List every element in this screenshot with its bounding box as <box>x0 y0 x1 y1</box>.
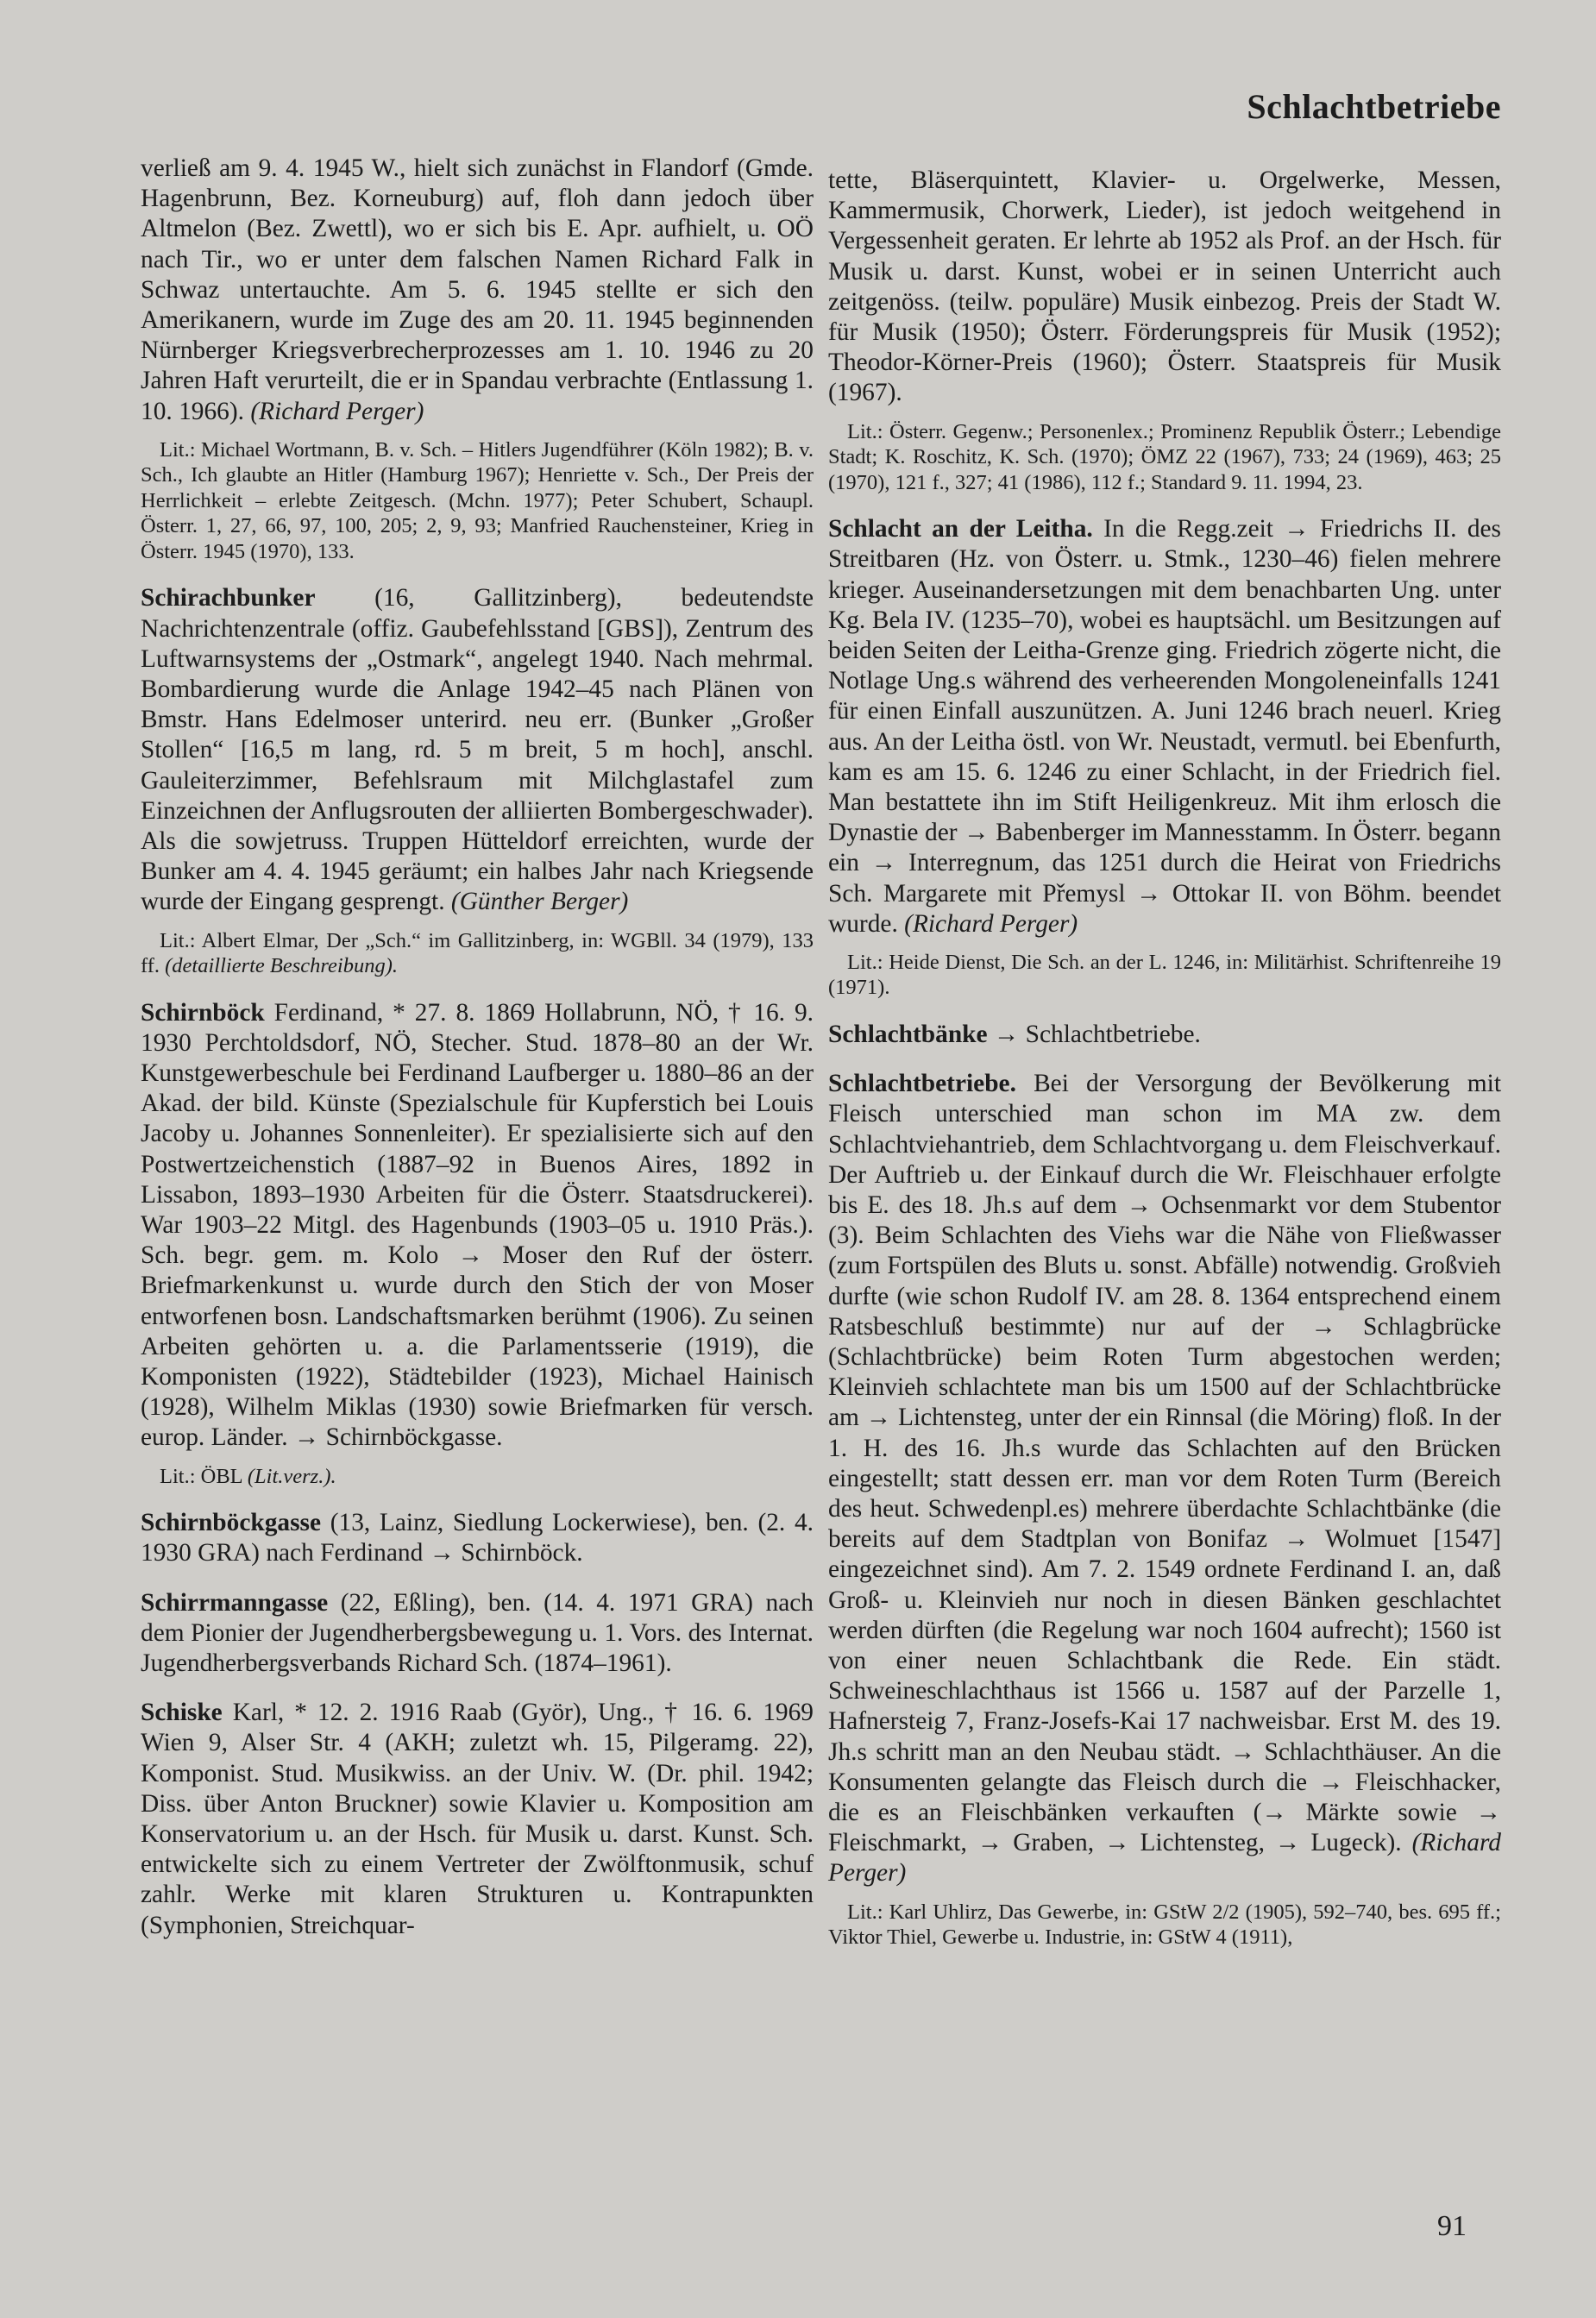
headword: Schirnböckgasse <box>141 1509 322 1537</box>
entry-schlacht-an-der-leitha: Schlacht an der Leitha. In die Regg.zeit → Friedrichs II. des Streitbaren (Hz. von Österr. u. Stmk., 1230–46) fielen mehrere krieger. Auseinandersetzungen mit dem benachbarten Ung. unter Kg. Bela IV. (1235–70), wobei es hauptsächl. um Besitzungen auf beiden Seiten der Leitha-Grenze ging. Friedrich zögerte nicht, die Notlage Ung.s während des verheerenden Mongoleneinfalls 1241 für einen Einfall auszunützen. A. Juni 1246 brach neuerl. Krieg aus. An der Leitha östl. von Wr. Neustadt, vermutl. bei Ebenfurth, kam es am 15. 6. 1246 zu einer Schlacht, in der Friedrich fiel. Man bestattete ihn im Stift Heiligenkreuz. Mit ihm erlosch die Dynastie der → Babenberger im Mannesstamm. In Österr. begann ein → Interregnum, das 1251 durch die Heirat von Friedrichs Sch. Margarete mit Přemysl → Ottokar II. von Böhm. beendet wurde. (Richard Perger) <box>828 515 1501 938</box>
author-credit: (Richard Perger) <box>828 1829 1501 1888</box>
entry-schirnboeck: Schirnböck Ferdinand, * 27. 8. 1869 Hollabrunn, NÖ, † 16. 9. 1930 Perchtoldsdorf, NÖ, Stecher. Stud. 1878–80 an der Wr. Kunstgewerbeschule bei Ferdinand Laufberger u. 1880–86 an der Akad. der bild. Künste (Spezialschule für Kupferstich bei Louis Jacoby u. Johannes Sonnenleiter). Er spezialisierte sich auf den Postwertzeichenstich (1887–92 in Buenos Aires, 1892 in Lissabon, 1893–1930 Arbeiten für die Österr. Staatsdruckerei). War 1903–22 Mitgl. des Hagenbunds (1903–05 u. 1910 Präs.). Sch. begr. gem. m. Kolo → Moser den Ruf der österr. Briefmarkenkunst u. wurde durch den Stich der von Moser entworfenen bosn. Landschaftsmarken berühmt (1906). Zu seinen Arbeiten gehörten u. a. die Parlamentsserie (1919), die Komponisten (1922), Städtebilder (1923), Michael Hainisch (1928), Wilhelm Miklas (1930) sowie Briefmarken für versch. europ. Länder. → Schirnböckgasse. <box>141 998 814 1452</box>
literature-note: Lit.: Österr. Gegenw.; Personenlex.; Prominenz Republik Österr.; Lebendige Stadt; K. Roschitz, K. Sch. (1970); ÖMZ 22 (1967), 733; 24 (1969), 463; 25 (1970), 121 f., 327; 41 (1986), 112 f.; Standard 9. 11. 1994, 23. <box>828 419 1501 494</box>
entry-schiske: Schiske Karl, * 12. 2. 1916 Raab (Györ), Ung., † 16. 6. 1969 Wien 9, Alser Str. 4 (AKH; zuletzt wh. 15, Pilgeramg. 22), Komponist. Stud. Musikwiss. an der Univ. W. (Dr. phil. 1942; Diss. über Anton Bruckner) sowie Klavier u. Komposition am Konservatorium u. an der Hsch. für Musik u. darst. Kunst. Sch. entwickelte sich zu einem Vertreter der Zwölftonmusik, schuf zahlr. Werke mit klaren Strukturen u. Kontrapunkten (Symphonien, Streichquar- <box>141 1699 814 1939</box>
headword: Schiske <box>141 1699 223 1727</box>
page-number: 91 <box>1437 2210 1467 2242</box>
right-column <box>828 166 1501 1951</box>
entry-continuation: verließ am 9. 4. 1945 W., hielt sich zunächst in Flandorf (Gmde. Hagenbrunn, Bez. Korneuburg) auf, floh dann jedoch über Altmelon (Bez. Zwettl), wo er sich bis E. Apr. aufhielt, u. OÖ nach Tir., wo er unter dem falschen Namen Richard Falk in Schwaz untertauchte. Am 5. 6. 1945 stellte er sich den Amerikanern, wurde im Zuge des am 20. 11. 1945 beginnenden Nürnberger Kriegsverbrecherprozesses am 1. 10. 1946 zu 20 Jahren Haft verurteilt, die er in Spandau verbrachte (Entlassung 1. 10. 1966). (Richard Perger) <box>141 154 814 425</box>
literature-note: Lit.: Michael Wortmann, B. v. Sch. – Hitlers Jugendführer (Köln 1982); B. v. Sch., Ich glaubte an Hitler (Hamburg 1967); Henriette v. Sch., Der Preis der Herrlichkeit – erlebte Zeitgesch. (Mchn. 1977); Peter Schubert, Schaupl. Österr. 1, 27, 66, 97, 100, 205; 2, 9, 93; Manfried Rauchensteiner, Krieg in Österr. 1945 (1970), 133. <box>141 437 814 563</box>
literature-note: Lit.: Heide Dienst, Die Sch. an der L. 1246, in: Militärhist. Schriftenreihe 19 (1971). <box>828 950 1501 1000</box>
author-credit: (Richard Perger) <box>904 909 1078 938</box>
headword: Schlacht an der Leitha. <box>828 515 1093 543</box>
headword: Schirrmanngasse <box>141 1588 329 1617</box>
headword: Schlachtbänke <box>828 1020 988 1048</box>
entry-schlachtbaenke: Schlachtbänke → Schlachtbetriebe. <box>828 1020 1201 1048</box>
running-head: Schlachtbetriebe <box>1247 87 1501 126</box>
entry-schirachbunker: Schirachbunker (16, Gallitzinberg), bedeutendste Nachrichtenzentrale (offiz. Gaubefehlsstand [GBS]), Zentrum des Luftwarnsystems der „Ostmark“, angelegt 1940. Nach mehrmal. Bombardierung wurde die Anlage 1942–45 nach Plänen von Bmstr. Hans Edelmoser unterird. neu err. (Bunker „Großer Stollen“ [16,5 m lang, rd. 5 m breit, 5 m hoch], anschl. Gauleiterzimmer, Befehlsraum mit Milchglastafel zum Einzeichnen der Anflugsrouten der alliierten Bombergeschwader). Als die sowjetruss. Truppen Hütteldorf erreichten, wurde der Bunker am 4. 4. 1945 geräumt; ein halbes Jahr nach Kriegsende wurde der Eingang gesprengt. (Günther Berger) <box>141 584 814 916</box>
literature-note: Lit.: Karl Uhlirz, Das Gewerbe, in: GStW 2/2 (1905), 592–740, bes. 695 ff.; Viktor Thiel, Gewerbe u. Industrie, in: GStW 4 (1911), <box>828 1900 1501 1950</box>
headword: Schlachtbetriebe. <box>828 1070 1016 1098</box>
left-column <box>141 154 814 1941</box>
entry-schirnboeckgasse: Schirnböckgasse (13, Lainz, Siedlung Lockerwiese), ben. (2. 4. 1930 GRA) nach Ferdinand → Schirnböck. <box>141 1509 814 1567</box>
literature-note: Lit.: ÖBL (Lit.verz.). <box>160 1464 336 1488</box>
headword: Schirachbunker <box>141 584 316 612</box>
headword: Schirnböck <box>141 998 265 1027</box>
entry-schlachtbetriebe: Schlachtbetriebe. Bei der Versorgung der Bevölkerung mit Fleisch unterschied man schon im MA zw. dem Schlachtviehantrieb, dem Schlachtvorgang u. dem Fleischverkauf. Der Auftrieb u. der Einkauf durch die Wr. Fleischhauer erfolgte bis E. des 18. Jh.s auf dem → Ochsenmarkt vor dem Stubentor (3). Beim Schlachten des Viehs war die Nähe von Fließwasser (zum Fortspülen des Bluts u. sonst. Abfälle) notwendig. Großvieh durfte (wie schon Rudolf IV. am 28. 8. 1364 entsprechend einem Ratsbeschluß bestimmte) nur auf der → Schlagbrücke (Schlachtbrücke) beim Roten Turm abgestochen werden; Kleinvieh schlachtete man bis um 1500 auf der Schlachtbrücke am → Lichtensteg, unter der ein Rinnsal (die Möring) floß. In der 1. H. des 16. Jh.s wurde das Schlachten auf den Brücken eingestellt; statt dessen err. man vor dem Roten Turm (Bereich des heut. Schwedenpl.es) mehrere überdachte Schlachtbänke (die bereits auf dem Stadtplan von Bonifaz → Wolmuet [1547] eingezeichnet sind). Am 7. 2. 1549 ordnete Ferdinand I. an, daß Groß- u. Kleinvieh nur noch in diesen Bänken geschlachtet werden dürften (die Regelung war noch 1604 aufrecht); 1560 ist von einer neuen Schlachtbank die Rede. Ein städt. Schweineschlachthaus ist 1566 u. 1587 auf der Parzelle 1, Hafnersteig 7, Franz-Josefs-Kai 17 nachweisbar. Erst M. des 19. Jh.s schritt man an den Neubau städt. → Schlachthäuser. An die Konsumenten gelangte das Fleisch durch die → Fleischhacker, die es an Fleischbänken verkauften (→ Märkte sowie → Fleischmarkt, → Graben, → Lichtensteg, → Lugeck). (Richard Perger) <box>828 1070 1501 1888</box>
author-credit: (Richard Perger) <box>250 397 424 425</box>
author-credit: (Günther Berger) <box>450 888 629 916</box>
entry-schirrmanngasse: Schirrmanngasse (22, Eßling), ben. (14. 4. 1971 GRA) nach dem Pionier der Jugendherbergsbewegung u. 1. Vors. des Internat. Jugendherbergsverbands Richard Sch. (1874–1961). <box>141 1588 814 1677</box>
literature-note: Lit.: Albert Elmar, Der „Sch.“ im Gallitzinberg, in: WGBll. 34 (1979), 133 ff. (detaillierte Beschreibung). <box>141 928 814 978</box>
entry-continuation: tette, Bläserquintett, Klavier- u. Orgelwerke, Messen, Kammermusik, Chorwerk, Lieder), ist jedoch weitgehend in Vergessenheit geraten. Er lehrte ab 1952 als Prof. an der Hsch. für Musik u. darst. Kunst, wobei er in seinen Unterricht auch zeitgenöss. (teilw. populäre) Musik einbezog. Preis der Stadt W. für Musik (1950); Österr. Förderungspreis für Musik (1952); Theodor-Körner-Preis (1960); Österr. Staatspreis für Musik (1967). <box>828 166 1501 407</box>
